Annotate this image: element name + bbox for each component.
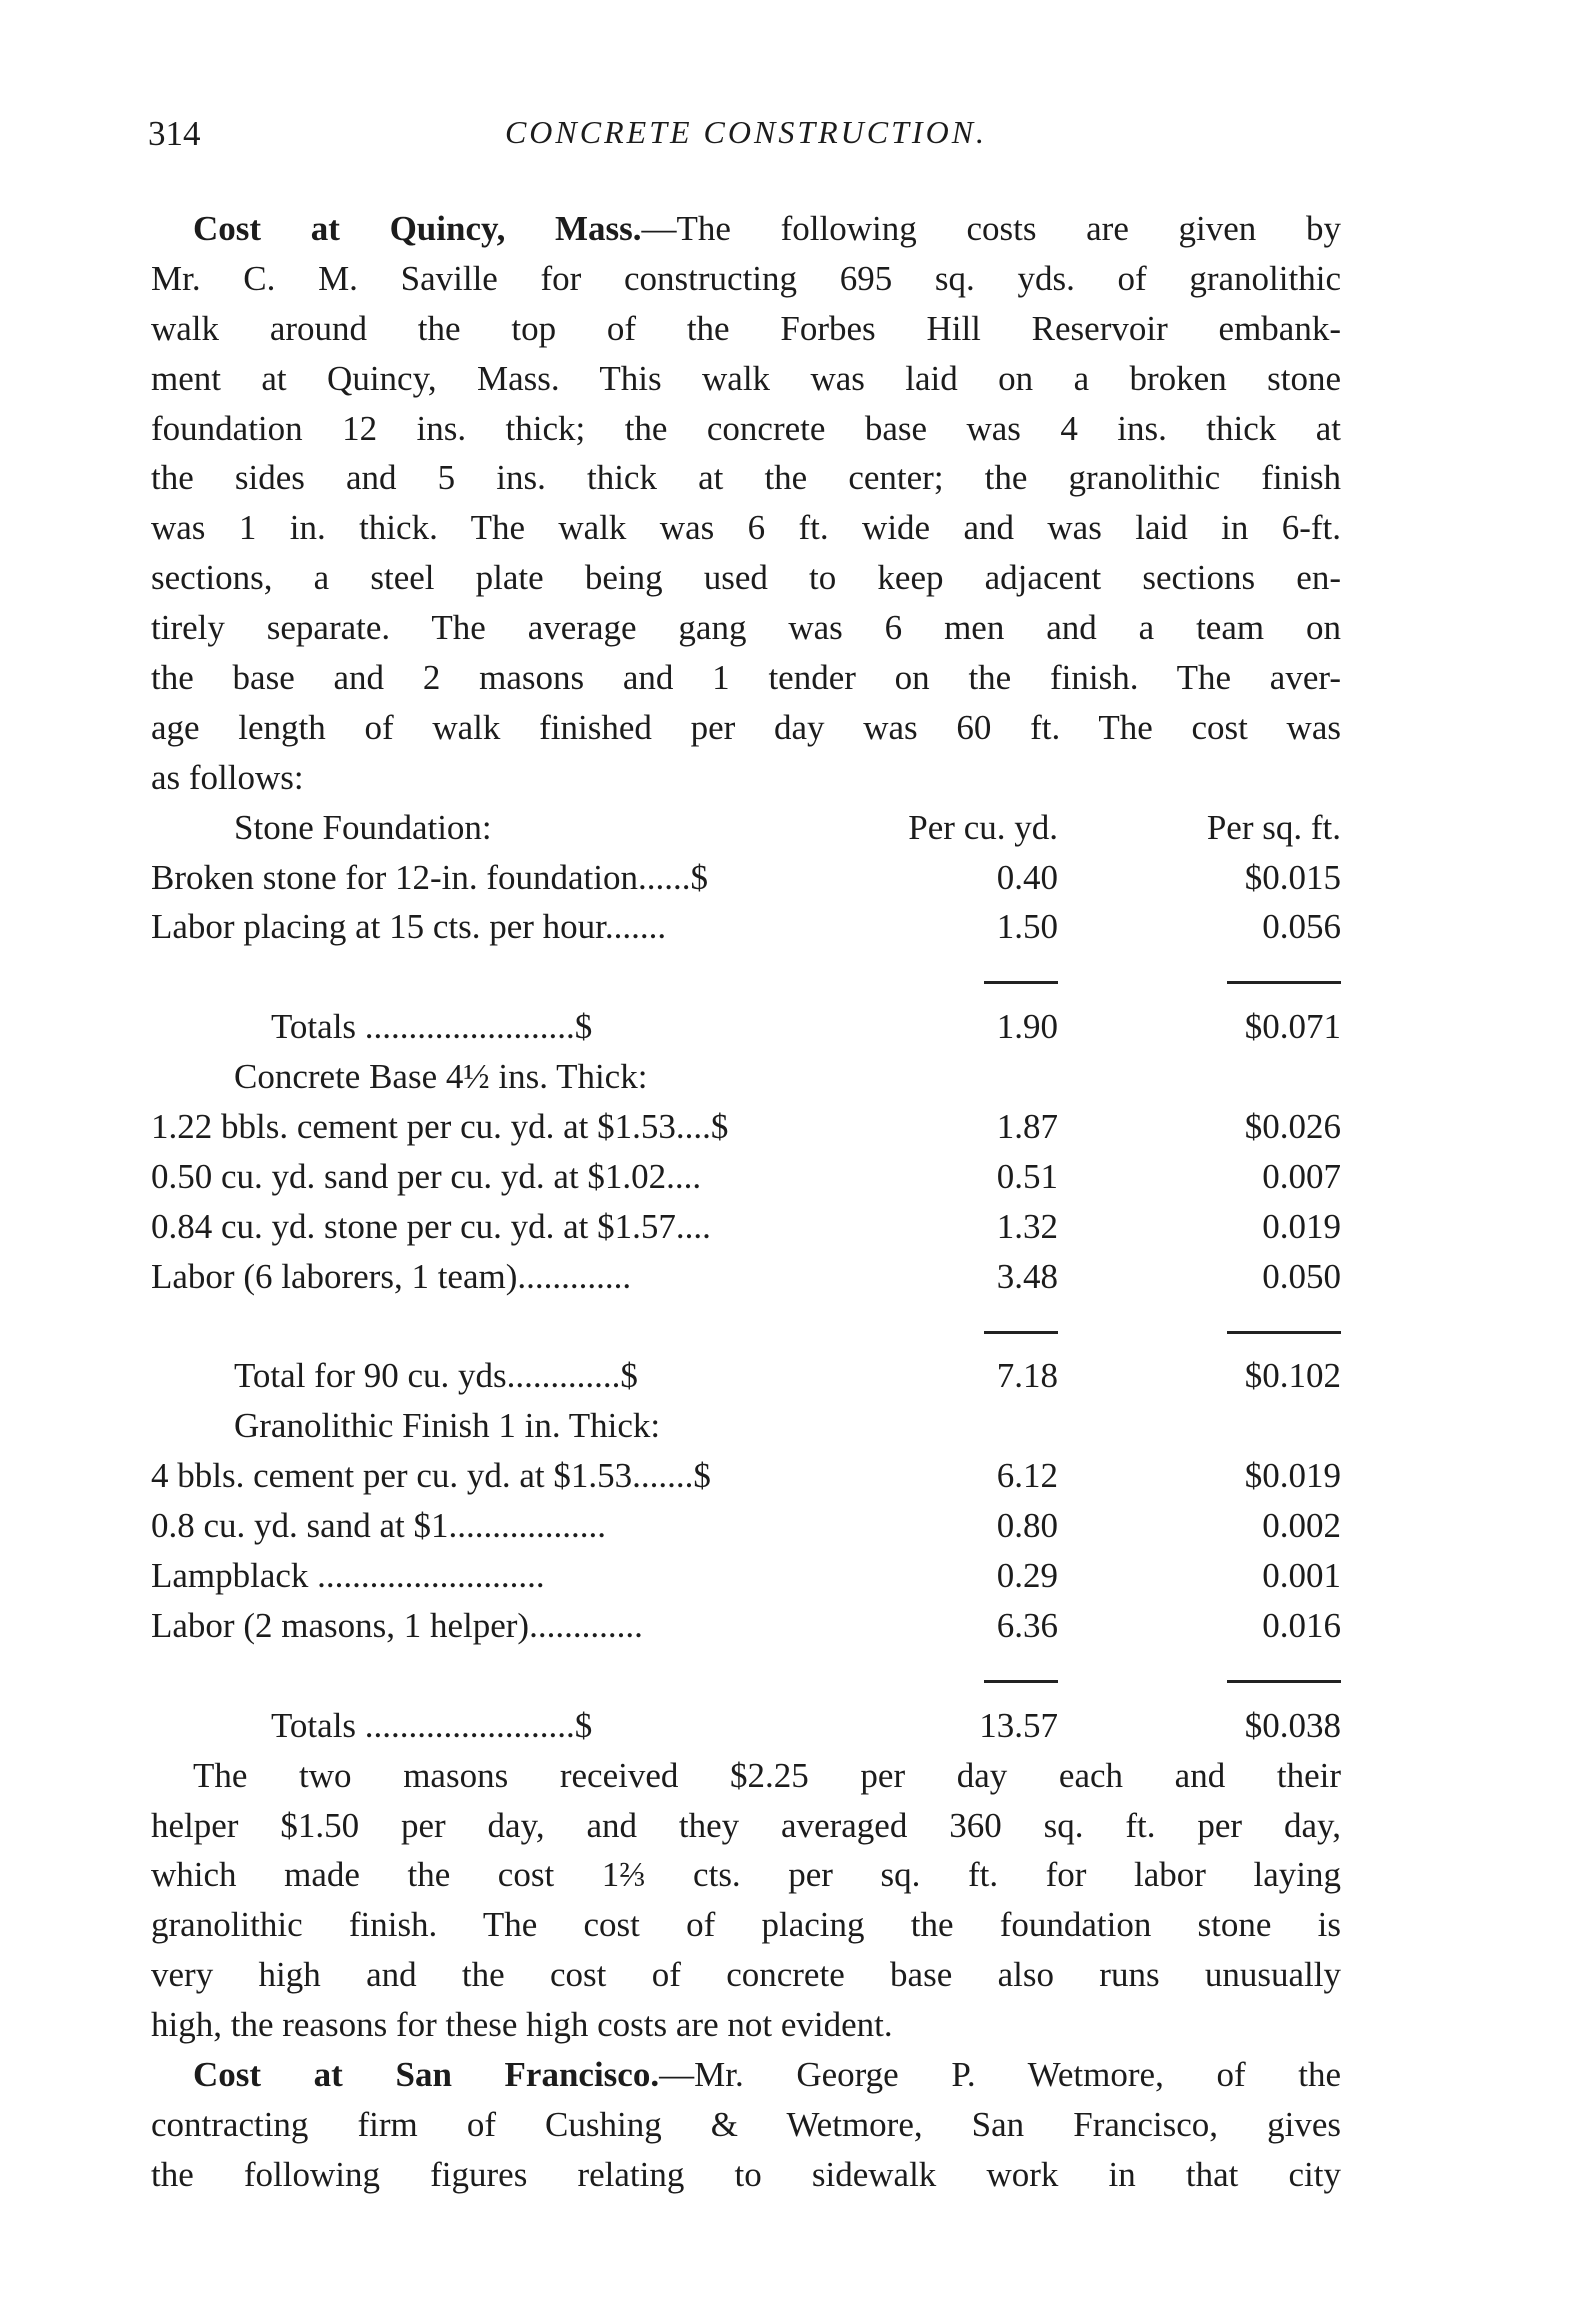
paragraph-line: Cost at San Francisco.—Mr. George P. Wetmore, of the: [193, 2054, 1341, 2094]
table-row: Labor (6 laborers, 1 team)............. 3.48 0.050: [151, 1256, 1341, 1296]
running-title: CONCRETE CONSTRUCTION.: [504, 114, 988, 150]
paragraph-line: tirely separate. The average gang was 6 men and a team on: [151, 608, 1341, 648]
total-rule: [151, 1302, 1341, 1352]
section-heading: Cost at San Francisco.: [193, 2054, 660, 2094]
paragraph-line: foundation 12 ins. thick; the concrete base was 4 ins. thick at: [151, 408, 1341, 448]
table-total-row: Totals ........................$ 13.57 $0.038: [271, 1705, 1341, 1745]
paragraph-line: granolithic finish. The cost of placing the foundation stone is: [151, 1905, 1341, 1945]
paragraph-line: which made the cost 1⅔ cts. per sq. ft. for labor laying: [151, 1855, 1341, 1895]
table-row: 0.50 cu. yd. sand per cu. yd. at $1.02.... 0.51 0.007: [151, 1156, 1341, 1196]
paragraph-line: helper $1.50 per day, and they averaged 360 sq. ft. per day,: [151, 1805, 1341, 1845]
table-row: 0.8 cu. yd. sand at $1.................. 0.80 0.002: [151, 1506, 1341, 1546]
paragraph-line: walk around the top of the Forbes Hill Reservoir embank-: [151, 308, 1341, 348]
paragraph-line: Cost at Quincy, Mass.—The following costs are given by: [193, 209, 1341, 248]
section-heading: Cost at Quincy, Mass.: [193, 209, 642, 248]
paragraph-line: the base and 2 masons and 1 tender on the finish. The aver-: [151, 658, 1341, 698]
page-body: [151, 204, 1341, 2200]
paragraph-line: age length of walk finished per day was 60 ft. The cost was: [151, 707, 1341, 747]
table-row: 1.22 bbls. cement per cu. yd. at $1.53....$ 1.87 $0.026: [151, 1107, 1341, 1147]
paragraph-line: sections, a steel plate being used to keep adjacent sections en-: [151, 558, 1341, 598]
table-total-row: Total for 90 cu. yds.............$ 7.18 $0.102: [234, 1356, 1341, 1396]
paragraph-line: The two masons received $2.25 per day each and their: [193, 1755, 1341, 1795]
paragraph-line: Mr. C. M. Saville for constructing 695 sq. yds. of granolithic: [151, 258, 1341, 298]
page-number: 314: [148, 114, 201, 153]
paragraph-line: high, the reasons for these high costs are not evident.: [151, 2005, 893, 2045]
table-row: Labor (2 masons, 1 helper)............. 6.36 0.016: [151, 1605, 1341, 1645]
table-row: Lampblack .......................... 0.29 0.001: [151, 1556, 1341, 1596]
paragraph-line: contracting firm of Cushing & Wetmore, San Francisco, gives: [151, 2104, 1341, 2144]
table-section-header: Granolithic Finish 1 in. Thick:: [234, 1406, 661, 1446]
column-header: Per sq. ft.: [1206, 807, 1341, 847]
paragraph-line: very high and the cost of concrete base also runs unusually: [151, 1955, 1341, 1995]
table-row: Broken stone for 12-in. foundation......$ 0.40 $0.015: [151, 857, 1341, 897]
paragraph-line: ment at Quincy, Mass. This walk was laid on a broken stone: [151, 358, 1341, 398]
paragraph-line: was 1 in. thick. The walk was 6 ft. wide and was laid in 6-ft.: [151, 508, 1341, 548]
total-rule: [151, 952, 1341, 1002]
paragraph-line: the following figures relating to sidewalk work in that city: [151, 2154, 1341, 2194]
table-row: 4 bbls. cement per cu. yd. at $1.53.......$ 6.12 $0.019: [151, 1456, 1341, 1496]
paragraph-line: as follows:: [151, 757, 304, 797]
total-rule: [151, 1651, 1341, 1701]
table-section-header: Stone Foundation: Per cu. yd. Per sq. ft.: [151, 803, 1341, 853]
paragraph-line: the sides and 5 ins. thick at the center; the granolithic finish: [151, 458, 1341, 498]
table-row: 0.84 cu. yd. stone per cu. yd. at $1.57.... 1.32 0.019: [151, 1206, 1341, 1246]
table-row: Labor placing at 15 cts. per hour....... 1.50 0.056: [151, 907, 1341, 947]
column-header: Per cu. yd.: [908, 807, 1058, 847]
table-total-row: Totals ........................$ 1.90 $0.071: [271, 1007, 1341, 1047]
table-section-header: Concrete Base 4½ ins. Thick:: [234, 1057, 648, 1097]
